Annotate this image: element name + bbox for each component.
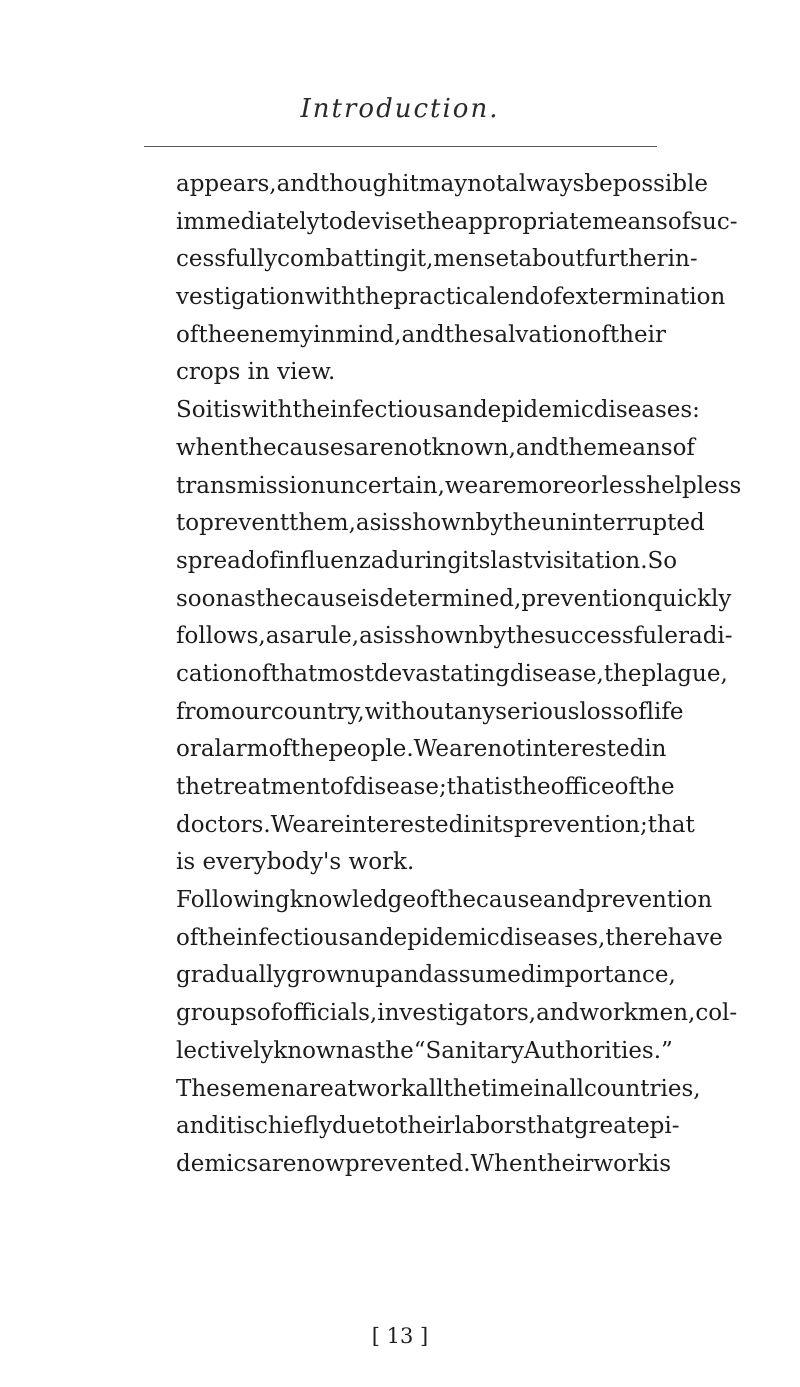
text-line: lectively known as the “Sanitary Authorities.” (176, 1037, 673, 1064)
text-line: demics are now prevented. When their work is (176, 1150, 672, 1177)
text-line: when the causes are not known, and the means of (176, 434, 695, 461)
text-line: and it is chiefly due to their labors that great epi- (176, 1113, 680, 1140)
running-head: Introduction. (300, 94, 500, 124)
text-line: soon as the cause is determined, prevention quickly (176, 585, 732, 612)
text-line: cation of that most devastating disease, the plague, (176, 660, 728, 687)
text-line: Following knowledge of the cause and prevention (176, 887, 713, 914)
text-line: doctors. We are interested in its prevention; that (176, 811, 695, 838)
text-line: groups of officials, investigators, and workmen, col- (176, 1000, 738, 1027)
text-line: cessfully combatting it, men set about further in- (176, 246, 698, 273)
text-line: spread of influenza during its last visitation. So (176, 547, 678, 574)
text-line: vestigation with the practical end of extermination (176, 284, 726, 311)
text-line: immediately to devise the appropriate means of suc- (176, 208, 738, 235)
text-line: These men are at work all the time in all countries, (176, 1075, 701, 1102)
text-line: appears, and though it may not always be possible (176, 171, 708, 197)
text-line: from our country, without any serious loss of life (176, 698, 684, 725)
text-line: transmission uncertain, we are more or less helpless (176, 472, 742, 499)
text-line: follows, as a rule, as is shown by the successful eradi- (176, 623, 733, 650)
text-line: crops in view. (176, 359, 336, 386)
page-number: [ 13 ] (371, 1324, 429, 1348)
text-line: gradually grown up and assumed importance, (176, 962, 676, 989)
text-line: or alarm of the people. We are not interested in (176, 736, 667, 763)
text-line: the treatment of disease; that is the office of the (176, 774, 675, 800)
header-rule (144, 146, 657, 147)
text-line: to prevent them, as is shown by the uninterrupted (176, 510, 705, 537)
body-text (176, 166, 742, 1184)
text-line: is everybody's work. (176, 849, 415, 876)
text-line: of the enemy in mind, and the salvation of their (176, 321, 666, 348)
text-line: So it is with the infectious and epidemic diseases: (176, 397, 700, 424)
text-line: of the infectious and epidemic diseases, there have (176, 924, 723, 951)
